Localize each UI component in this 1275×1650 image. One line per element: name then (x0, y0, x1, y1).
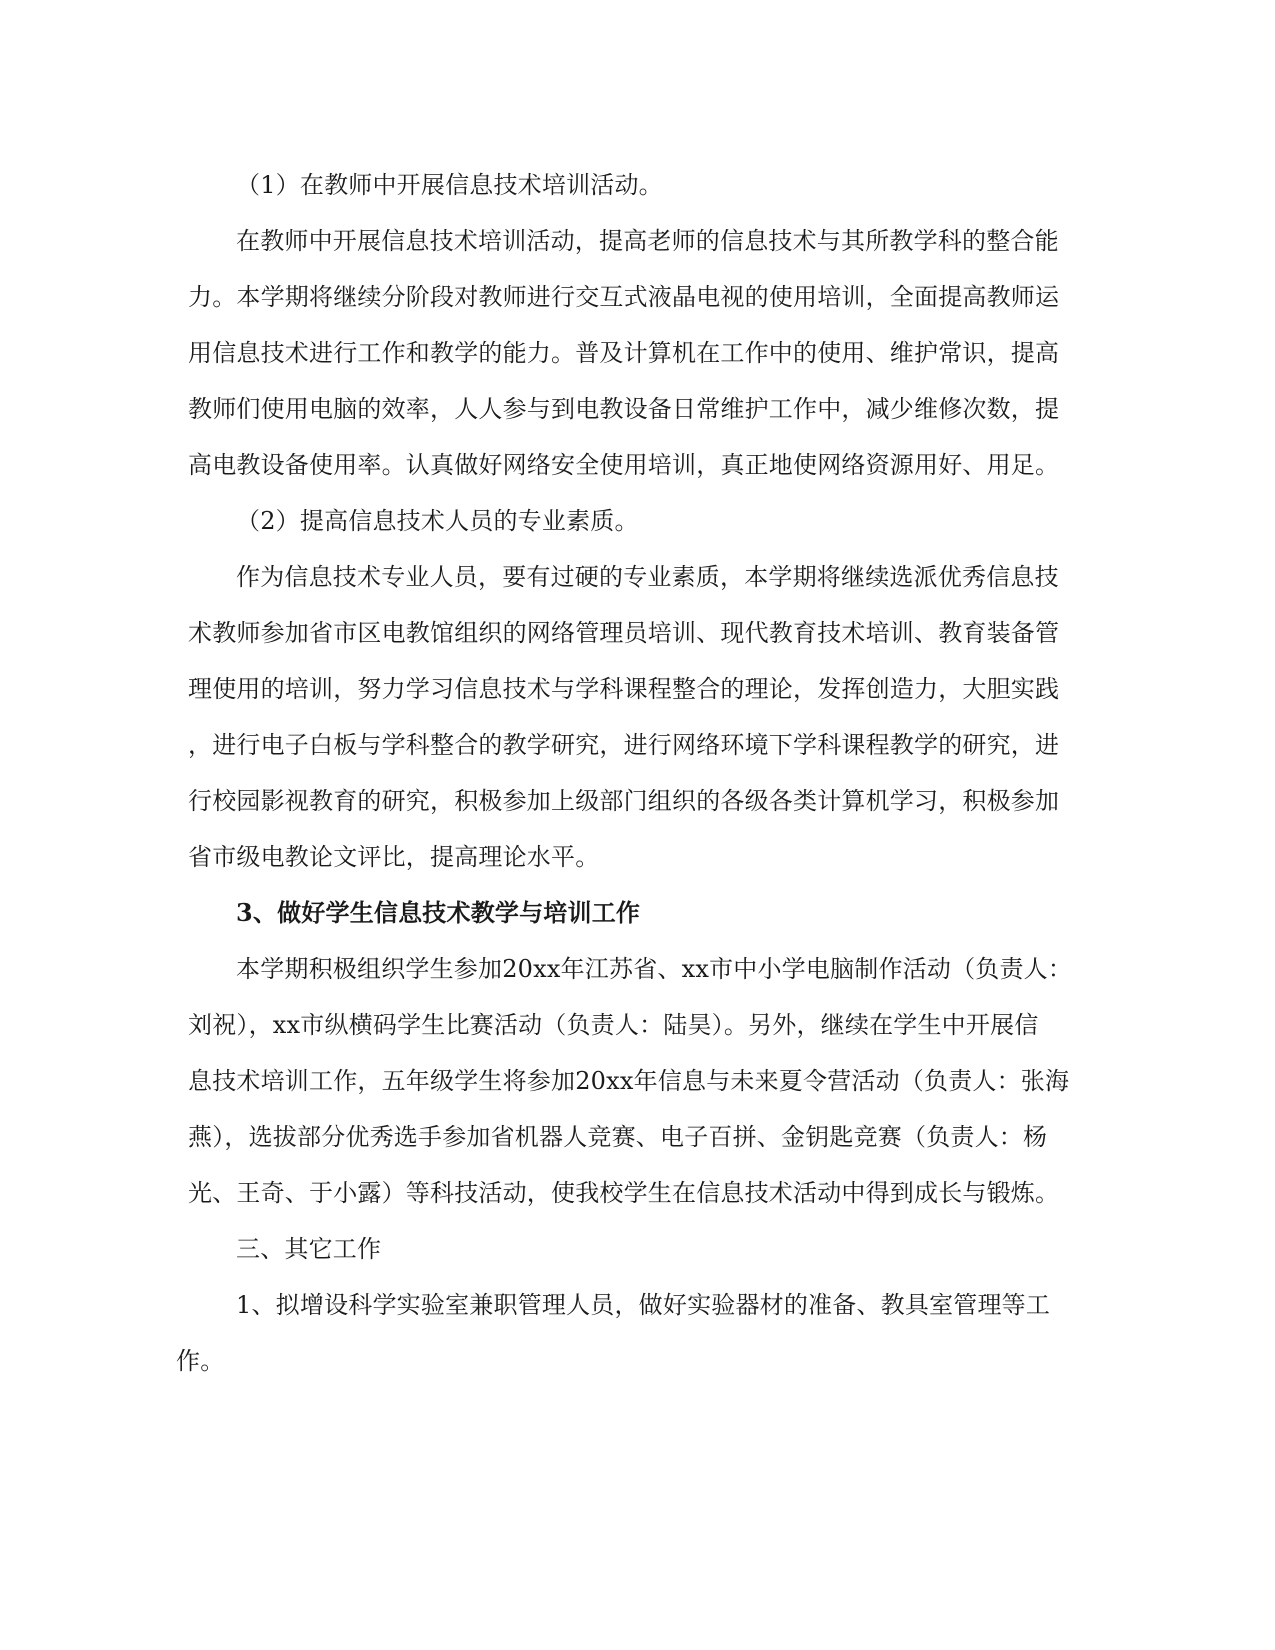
paragraph-line: 燕），选拔部分优秀选手参加省机器人竞赛、电子百拼、金钥匙竞赛（负责人：杨 (188, 1123, 1048, 1151)
paragraph-line: 用信息技术进行工作和教学的能力。普及计算机在工作中的使用、维护常识，提高 (188, 339, 1060, 367)
paragraph-line: 作。 (176, 1347, 225, 1375)
paragraph-line: 术教师参加省市区电教馆组织的网络管理员培训、现代教育技术培训、教育装备管 (188, 619, 1060, 647)
paragraph-line: 本学期积极组织学生参加20xx年江苏省、xx市中小学电脑制作活动（负责人： (236, 955, 1073, 983)
paragraph-line: 刘祝），xx市纵横码学生比赛活动（负责人：陆昊）。另外，继续在学生中开展信 (188, 1011, 1039, 1039)
paragraph-line: 高电教设备使用率。认真做好网络安全使用培训，真正地使网络资源用好、用足。 (188, 451, 1060, 479)
paragraph-line: 省市级电教论文评比，提高理论水平。 (188, 843, 600, 871)
paragraph-line: 力。本学期将继续分阶段对教师进行交互式液晶电视的使用培训，全面提高教师运 (188, 283, 1060, 311)
paragraph-line: 行校园影视教育的研究，积极参加上级部门组织的各级各类计算机学习，积极参加 (188, 787, 1060, 815)
heading-teacher-training: （1）在教师中开展信息技术培训活动。 (236, 171, 663, 199)
section-heading-student-training: 3、做好学生信息技术教学与培训工作 (236, 898, 641, 927)
paragraph-line: ，进行电子白板与学科整合的教学研究，进行网络环境下学科课程教学的研究，进 (188, 731, 1060, 759)
heading-staff-quality: （2）提高信息技术人员的专业素质。 (236, 507, 639, 535)
paragraph-line: 理使用的培训，努力学习信息技术与学科课程整合的理论，发挥创造力，大胆实践 (188, 675, 1060, 703)
paragraph-line: 光、王奇、于小露）等科技活动，使我校学生在信息技术活动中得到成长与锻炼。 (188, 1179, 1060, 1207)
paragraph-line: 息技术培训工作，五年级学生将参加20xx年信息与未来夏令营活动（负责人：张海 (188, 1067, 1070, 1095)
paragraph-line: 在教师中开展信息技术培训活动，提高老师的信息技术与其所教学科的整合能 (236, 227, 1059, 255)
paragraph-line: 作为信息技术专业人员，要有过硬的专业素质，本学期将继续选派优秀信息技 (236, 563, 1059, 591)
paragraph-line: 1、拟增设科学实验室兼职管理人员，做好实验器材的准备、教具室管理等工 (236, 1291, 1051, 1319)
section-heading-other-work: 三、其它工作 (236, 1235, 382, 1263)
paragraph-line: 教师们使用电脑的效率，人人参与到电教设备日常维护工作中，减少维修次数，提 (188, 395, 1060, 423)
